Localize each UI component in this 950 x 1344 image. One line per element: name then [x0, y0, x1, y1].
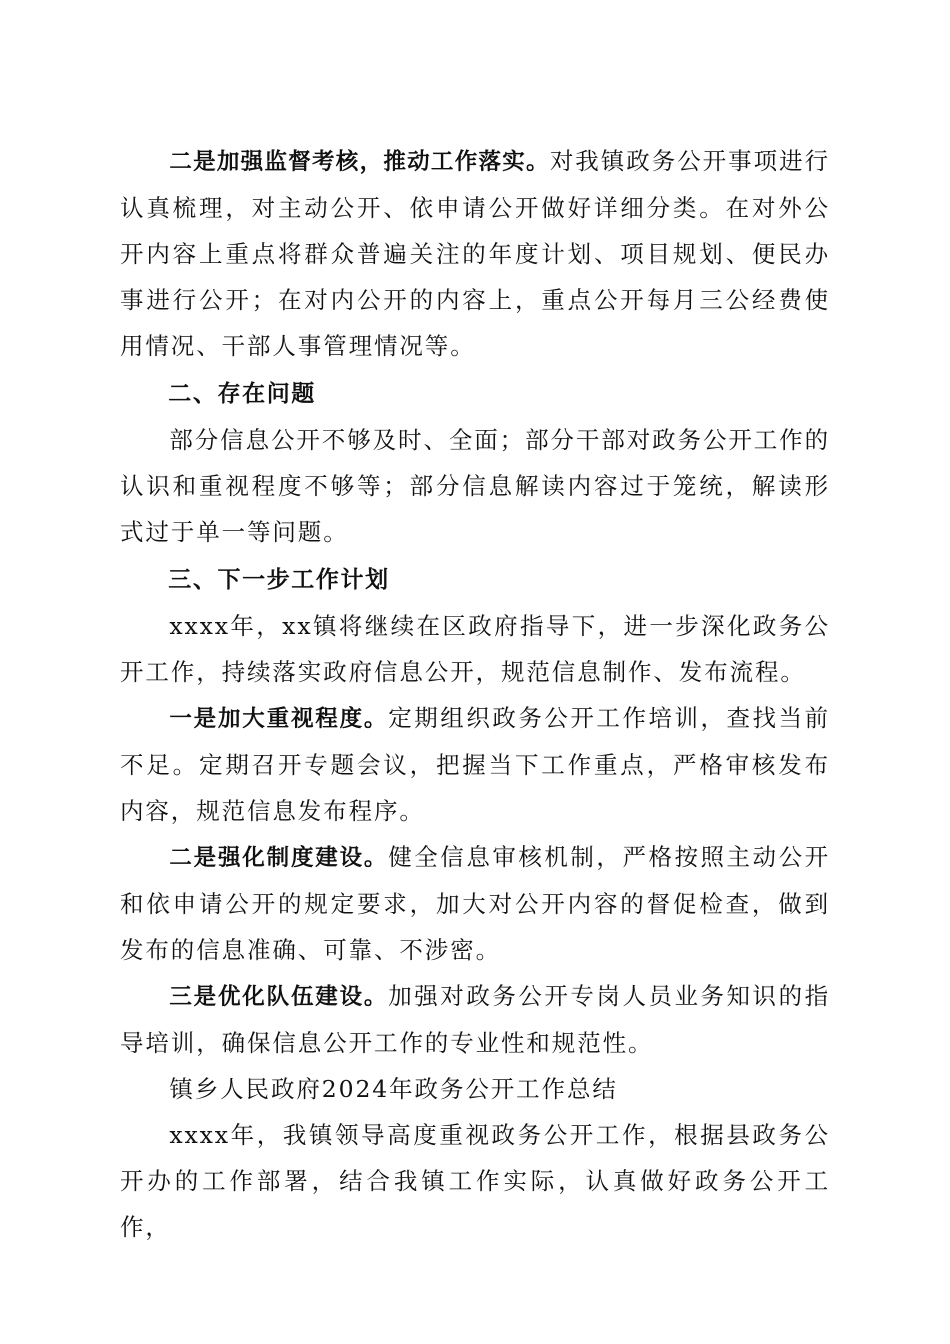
- paragraph-text: 加强对政务公开专岗人员业务知识的指导培训，确保信息公开工作的专业性和规范性。: [120, 982, 830, 1057]
- document-title-line: 镇乡人民政府2024年政务公开工作总结: [169, 1075, 618, 1103]
- section-heading-next-plan: 三、下一步工作计划: [168, 567, 390, 593]
- paragraph-team-building: [120, 973, 830, 1066]
- paragraph-lead: 三是优化队伍建设。: [169, 984, 389, 1010]
- paragraph-lead: 二是加强监督考核，推动工作落实。: [169, 149, 550, 175]
- paragraph-summary-intro: xxxx年，我镇领导高度重视政务公开工作，根据县政务公开办的工作部署，结合我镇工作实际，认真做好政务公开工作，: [120, 1121, 830, 1241]
- paragraph-text: 定期组织政务公开工作培训，查找当前不足。定期召开专题会议，把握当下工作重点，严格审核发布内容，规范信息发布程序。: [120, 704, 830, 825]
- paragraph-next-plan-intro: xxxx年，xx镇将继续在区政府指导下，进一步深化政务公开工作，持续落实政府信息公开，规范信息制作、发布流程。: [120, 612, 830, 686]
- paragraph-lead: 二是强化制度建设。: [169, 845, 389, 871]
- paragraph-emphasis: [120, 695, 830, 834]
- section-heading-problems: 二、存在问题: [168, 381, 316, 407]
- paragraph-lead: 一是加大重视程度。: [169, 706, 389, 732]
- paragraph-problems: 部分信息公开不够及时、全面；部分干部对政务公开工作的认识和重视程度不够等；部分信息解读内容过于笼统，解读形式过于单一等问题。: [120, 426, 830, 546]
- paragraph-text: 对我镇政务公开事项进行认真梳理，对主动公开、依申请公开做好详细分类。在对外公开内容上重点将群众普遍关注的年度计划、项目规划、便民办事进行公开；在对内公开的内容上，重点公开每月三公经费使用情况、干部人事管理情况等。: [120, 147, 830, 360]
- document-body: [120, 138, 830, 1250]
- paragraph-supervision: [120, 138, 830, 369]
- paragraph-system-building: [120, 834, 830, 973]
- paragraph-text: 健全信息审核机制，严格按照主动公开和依申请公开的规定要求，加大对公开内容的督促检查，做到发布的信息准确、可靠、不涉密。: [120, 843, 830, 964]
